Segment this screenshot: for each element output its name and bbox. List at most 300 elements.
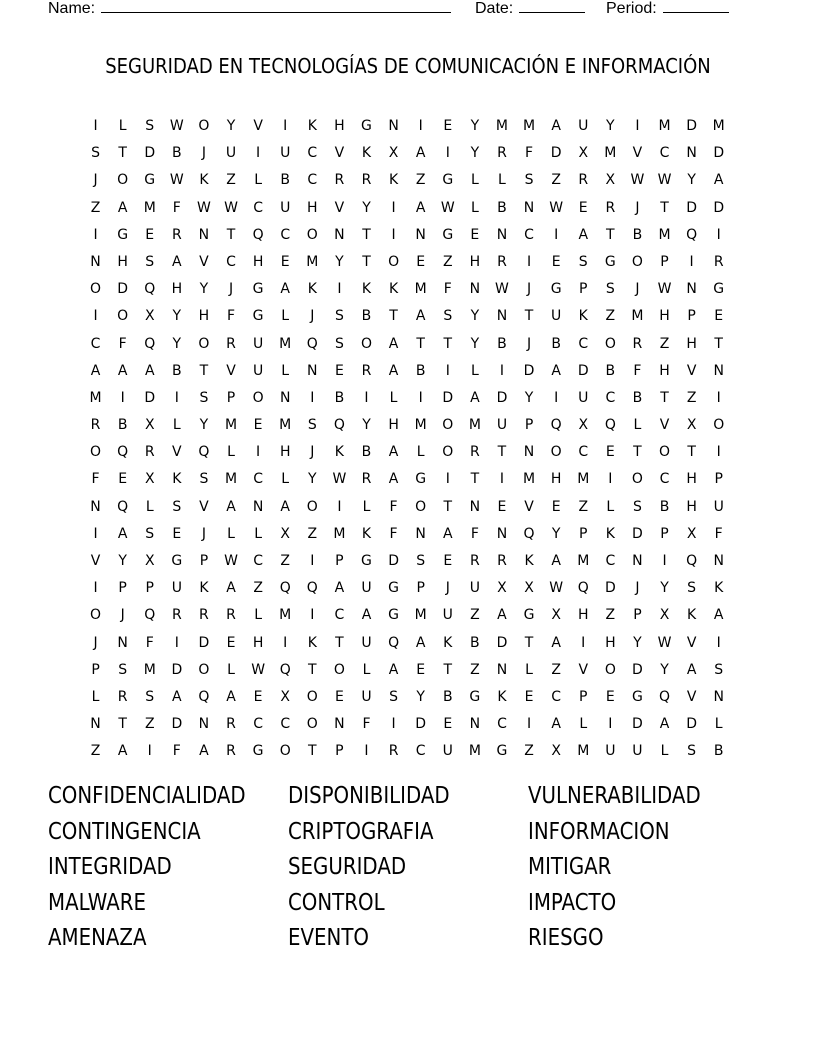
grid-letter[interactable]: Q: [279, 661, 291, 678]
grid-letter[interactable]: A: [117, 199, 128, 216]
grid-letter[interactable]: Q: [306, 580, 318, 597]
grid-letter[interactable]: F: [470, 525, 479, 542]
date-field[interactable]: [475, 0, 585, 19]
grid-letter[interactable]: I: [526, 716, 532, 733]
grid-letter[interactable]: T: [714, 335, 723, 352]
grid-letter[interactable]: B: [415, 362, 426, 379]
grid-letter[interactable]: Q: [198, 444, 210, 461]
grid-letter[interactable]: M: [495, 118, 508, 134]
grid-letter[interactable]: A: [172, 688, 182, 705]
grid-letter[interactable]: Z: [144, 716, 155, 733]
grid-letter[interactable]: O: [388, 253, 400, 270]
grid-letter[interactable]: M: [577, 471, 590, 488]
grid-letter[interactable]: Y: [633, 634, 642, 651]
grid-letter[interactable]: Z: [470, 607, 480, 624]
grid-letter[interactable]: G: [388, 607, 399, 624]
grid-letter[interactable]: A: [551, 634, 561, 651]
grid-letter[interactable]: I: [716, 444, 721, 461]
grid-letter[interactable]: D: [171, 661, 183, 678]
grid-letter[interactable]: B: [361, 308, 372, 325]
grid-letter[interactable]: T: [335, 634, 344, 651]
grid-letter[interactable]: Y: [308, 471, 317, 488]
name-blank-line[interactable]: [101, 0, 451, 13]
grid-letter[interactable]: U: [578, 118, 589, 134]
grid-letter[interactable]: Z: [307, 525, 318, 542]
grid-letter[interactable]: D: [523, 362, 535, 379]
grid-letter[interactable]: V: [524, 498, 534, 515]
grid-letter[interactable]: T: [687, 444, 696, 461]
grid-letter[interactable]: J: [445, 580, 450, 597]
grid-letter[interactable]: A: [199, 743, 209, 760]
grid-letter[interactable]: P: [579, 281, 588, 298]
grid-letter[interactable]: P: [524, 417, 534, 434]
grid-letter[interactable]: M: [712, 118, 725, 134]
grid-letter[interactable]: E: [416, 661, 426, 678]
grid-letter[interactable]: A: [659, 716, 670, 733]
grid-letter[interactable]: O: [631, 471, 643, 488]
grid-letter[interactable]: C: [415, 743, 426, 760]
grid-letter[interactable]: R: [497, 145, 507, 162]
grid-letter[interactable]: E: [443, 716, 453, 733]
grid-letter[interactable]: N: [523, 444, 535, 461]
grid-letter[interactable]: T: [226, 226, 236, 243]
grid-letter[interactable]: H: [388, 417, 399, 434]
grid-letter[interactable]: I: [608, 471, 613, 488]
grid-letter[interactable]: X: [144, 471, 155, 488]
grid-letter[interactable]: T: [118, 716, 127, 733]
grid-letter[interactable]: R: [171, 607, 182, 624]
grid-letter[interactable]: U: [551, 308, 562, 325]
grid-letter[interactable]: D: [171, 716, 183, 733]
grid-letter[interactable]: E: [253, 417, 263, 434]
grid-letter[interactable]: I: [364, 389, 369, 406]
grid-letter[interactable]: K: [443, 634, 453, 651]
grid-letter[interactable]: U: [469, 580, 480, 597]
grid-letter[interactable]: U: [280, 145, 291, 162]
grid-letter[interactable]: A: [578, 226, 589, 243]
grid-letter[interactable]: E: [145, 226, 155, 243]
grid-letter[interactable]: W: [440, 199, 455, 216]
grid-letter[interactable]: L: [606, 498, 615, 515]
grid-letter[interactable]: E: [172, 525, 182, 542]
grid-letter[interactable]: I: [445, 471, 450, 488]
grid-letter[interactable]: C: [605, 389, 616, 406]
grid-letter[interactable]: A: [226, 498, 236, 515]
grid-letter[interactable]: X: [551, 743, 561, 760]
grid-letter[interactable]: E: [443, 118, 453, 134]
grid-letter[interactable]: U: [578, 389, 589, 406]
grid-letter[interactable]: E: [578, 199, 588, 216]
grid-letter[interactable]: M: [577, 553, 590, 569]
grid-letter[interactable]: M: [577, 743, 590, 760]
grid-letter[interactable]: W: [332, 471, 347, 488]
grid-letter[interactable]: I: [310, 553, 315, 569]
grid-letter[interactable]: I: [391, 226, 396, 243]
grid-letter[interactable]: K: [714, 580, 724, 597]
grid-letter[interactable]: N: [713, 362, 724, 379]
grid-letter[interactable]: T: [524, 634, 534, 651]
grid-letter[interactable]: A: [551, 118, 561, 134]
grid-letter[interactable]: I: [93, 118, 98, 134]
grid-letter[interactable]: R: [605, 199, 616, 216]
grid-letter[interactable]: E: [334, 362, 344, 379]
grid-letter[interactable]: X: [686, 525, 697, 542]
grid-letter[interactable]: I: [526, 253, 532, 270]
grid-letter[interactable]: Y: [551, 525, 561, 542]
grid-letter[interactable]: R: [497, 553, 507, 569]
grid-letter[interactable]: E: [605, 688, 615, 705]
grid-letter[interactable]: Q: [306, 335, 318, 352]
grid-letter[interactable]: S: [578, 253, 588, 270]
grid-letter[interactable]: Q: [686, 226, 698, 243]
grid-letter[interactable]: T: [118, 145, 127, 162]
grid-letter[interactable]: G: [550, 281, 562, 298]
grid-letter[interactable]: D: [686, 118, 697, 134]
grid-letter[interactable]: P: [118, 580, 127, 597]
grid-letter[interactable]: C: [659, 471, 670, 488]
grid-letter[interactable]: Z: [415, 172, 426, 189]
grid-letter[interactable]: U: [361, 634, 372, 651]
grid-letter[interactable]: H: [686, 498, 697, 515]
grid-letter[interactable]: Z: [90, 743, 101, 760]
grid-letter[interactable]: Z: [470, 661, 480, 678]
grid-letter[interactable]: I: [662, 553, 667, 569]
grid-letter[interactable]: I: [93, 580, 98, 597]
grid-letter[interactable]: R: [497, 253, 507, 270]
grid-letter[interactable]: W: [495, 281, 509, 298]
grid-letter[interactable]: A: [117, 362, 128, 379]
grid-letter[interactable]: R: [90, 417, 101, 434]
grid-letter[interactable]: H: [659, 308, 670, 325]
grid-letter[interactable]: N: [496, 525, 508, 542]
grid-letter[interactable]: F: [714, 525, 723, 542]
grid-letter[interactable]: N: [198, 226, 210, 243]
grid-letter[interactable]: H: [550, 471, 562, 488]
grid-letter[interactable]: H: [252, 634, 264, 651]
grid-letter[interactable]: C: [578, 335, 589, 352]
grid-letter[interactable]: I: [310, 389, 315, 406]
grid-letter[interactable]: B: [117, 417, 128, 434]
grid-letter[interactable]: K: [388, 281, 399, 298]
grid-letter[interactable]: D: [632, 661, 643, 678]
grid-letter[interactable]: G: [523, 607, 535, 624]
grid-letter[interactable]: V: [659, 417, 670, 434]
grid-letter[interactable]: Q: [144, 335, 156, 352]
grid-letter[interactable]: N: [469, 716, 481, 733]
grid-letter[interactable]: A: [280, 498, 290, 515]
grid-letter[interactable]: N: [686, 281, 697, 298]
grid-letter[interactable]: I: [364, 743, 369, 760]
grid-letter[interactable]: O: [198, 118, 210, 134]
grid-letter[interactable]: M: [468, 743, 481, 760]
grid-letter[interactable]: R: [361, 471, 372, 488]
grid-letter[interactable]: R: [334, 172, 345, 189]
grid-letter[interactable]: V: [172, 444, 182, 461]
grid-letter[interactable]: K: [361, 145, 372, 162]
grid-letter[interactable]: M: [224, 417, 238, 434]
grid-letter[interactable]: L: [145, 498, 154, 515]
grid-letter[interactable]: V: [686, 688, 697, 705]
grid-letter[interactable]: L: [281, 362, 290, 379]
grid-letter[interactable]: O: [604, 661, 616, 678]
grid-letter[interactable]: C: [497, 716, 507, 733]
grid-letter[interactable]: A: [117, 743, 128, 760]
grid-letter[interactable]: X: [659, 607, 670, 624]
grid-letter[interactable]: L: [470, 172, 479, 189]
grid-letter[interactable]: R: [388, 743, 399, 760]
grid-letter[interactable]: K: [605, 525, 615, 542]
grid-letter[interactable]: S: [118, 661, 128, 678]
grid-letter[interactable]: D: [713, 199, 725, 216]
grid-letter[interactable]: R: [226, 335, 236, 352]
grid-letter[interactable]: I: [689, 253, 694, 270]
grid-letter[interactable]: T: [524, 308, 534, 325]
grid-letter[interactable]: V: [90, 553, 101, 569]
grid-letter[interactable]: R: [469, 444, 480, 461]
grid-letter[interactable]: L: [281, 308, 290, 325]
grid-letter[interactable]: O: [90, 444, 102, 461]
grid-letter[interactable]: A: [551, 362, 561, 379]
grid-letter[interactable]: F: [91, 471, 100, 488]
grid-letter[interactable]: Z: [659, 335, 670, 352]
grid-letter[interactable]: U: [496, 417, 508, 434]
grid-letter[interactable]: F: [389, 498, 398, 515]
grid-letter[interactable]: D: [632, 716, 643, 733]
grid-letter[interactable]: W: [630, 172, 645, 189]
grid-letter[interactable]: A: [713, 607, 724, 624]
grid-letter[interactable]: K: [307, 634, 317, 651]
grid-letter[interactable]: M: [306, 253, 319, 270]
grid-letter[interactable]: G: [631, 688, 643, 705]
grid-letter[interactable]: P: [335, 553, 344, 569]
grid-letter[interactable]: O: [306, 498, 318, 515]
grid-letter[interactable]: D: [577, 362, 589, 379]
grid-letter[interactable]: N: [496, 308, 508, 325]
grid-letter[interactable]: O: [550, 444, 562, 461]
grid-letter[interactable]: N: [469, 281, 481, 298]
grid-letter[interactable]: Q: [252, 226, 264, 243]
grid-letter[interactable]: R: [578, 172, 589, 189]
grid-letter[interactable]: N: [117, 634, 128, 651]
grid-letter[interactable]: J: [310, 308, 315, 325]
grid-letter[interactable]: N: [307, 362, 318, 379]
grid-letter[interactable]: S: [145, 525, 155, 542]
grid-letter[interactable]: O: [631, 253, 643, 270]
grid-letter[interactable]: A: [415, 308, 426, 325]
grid-letter[interactable]: C: [659, 145, 670, 162]
grid-letter[interactable]: B: [551, 335, 561, 352]
grid-letter[interactable]: F: [172, 743, 181, 760]
grid-letter[interactable]: T: [470, 471, 480, 488]
grid-letter[interactable]: Q: [117, 498, 129, 515]
grid-letter[interactable]: O: [659, 444, 671, 461]
grid-letter[interactable]: A: [334, 580, 345, 597]
grid-letter[interactable]: O: [306, 716, 318, 733]
grid-letter[interactable]: R: [361, 362, 372, 379]
grid-letter[interactable]: L: [714, 716, 723, 733]
grid-letter[interactable]: S: [714, 661, 724, 678]
grid-letter[interactable]: J: [201, 525, 206, 542]
grid-letter[interactable]: C: [551, 688, 562, 705]
grid-letter[interactable]: Y: [470, 118, 480, 134]
grid-letter[interactable]: I: [716, 389, 721, 406]
grid-letter[interactable]: N: [415, 525, 426, 542]
grid-letter[interactable]: W: [657, 634, 672, 651]
grid-letter[interactable]: G: [117, 226, 129, 243]
grid-letter[interactable]: O: [415, 498, 427, 515]
grid-letter[interactable]: T: [660, 199, 669, 216]
grid-letter[interactable]: I: [337, 281, 342, 298]
grid-letter[interactable]: W: [657, 172, 672, 189]
grid-letter[interactable]: O: [252, 389, 264, 406]
grid-letter[interactable]: G: [144, 172, 156, 189]
grid-letter[interactable]: S: [145, 253, 155, 270]
grid-letter[interactable]: N: [496, 661, 508, 678]
grid-letter[interactable]: V: [686, 362, 697, 379]
grid-letter[interactable]: E: [416, 253, 426, 270]
grid-letter[interactable]: A: [686, 661, 697, 678]
grid-letter[interactable]: M: [414, 607, 427, 624]
grid-letter[interactable]: S: [605, 281, 615, 298]
grid-letter[interactable]: A: [90, 362, 101, 379]
grid-letter[interactable]: F: [118, 335, 127, 352]
grid-letter[interactable]: I: [174, 634, 179, 651]
grid-letter[interactable]: I: [93, 226, 98, 243]
grid-letter[interactable]: L: [281, 471, 290, 488]
grid-letter[interactable]: Q: [388, 634, 400, 651]
grid-letter[interactable]: A: [415, 634, 426, 651]
grid-letter[interactable]: X: [144, 417, 155, 434]
grid-letter[interactable]: D: [686, 716, 697, 733]
grid-letter[interactable]: Y: [606, 118, 615, 134]
grid-letter[interactable]: M: [658, 118, 671, 134]
grid-letter[interactable]: G: [361, 118, 372, 134]
grid-letter[interactable]: A: [388, 444, 399, 461]
grid-letter[interactable]: G: [604, 253, 616, 270]
grid-letter[interactable]: Y: [335, 253, 344, 270]
grid-letter[interactable]: V: [334, 145, 345, 162]
grid-letter[interactable]: Q: [144, 607, 156, 624]
grid-letter[interactable]: T: [443, 335, 453, 352]
grid-letter[interactable]: M: [143, 661, 156, 678]
grid-letter[interactable]: O: [306, 226, 318, 243]
grid-letter[interactable]: M: [279, 417, 292, 434]
grid-letter[interactable]: L: [470, 199, 479, 216]
grid-letter[interactable]: T: [660, 389, 669, 406]
grid-letter[interactable]: K: [199, 580, 209, 597]
grid-letter[interactable]: N: [713, 553, 724, 569]
grid-letter[interactable]: X: [524, 580, 534, 597]
grid-letter[interactable]: P: [91, 661, 100, 678]
grid-letter[interactable]: U: [713, 498, 724, 515]
grid-letter[interactable]: W: [224, 553, 238, 569]
grid-letter[interactable]: A: [226, 688, 236, 705]
grid-letter[interactable]: A: [415, 199, 426, 216]
grid-letter[interactable]: Q: [117, 444, 129, 461]
grid-letter[interactable]: I: [445, 145, 450, 162]
grid-letter[interactable]: Y: [470, 308, 480, 325]
grid-letter[interactable]: E: [551, 498, 561, 515]
grid-letter[interactable]: K: [687, 607, 697, 624]
grid-letter[interactable]: A: [497, 607, 507, 624]
grid-letter[interactable]: G: [469, 688, 481, 705]
grid-letter[interactable]: U: [252, 335, 264, 352]
grid-letter[interactable]: D: [144, 145, 156, 162]
grid-letter[interactable]: O: [442, 444, 454, 461]
grid-letter[interactable]: L: [254, 607, 263, 624]
grid-letter[interactable]: B: [632, 389, 643, 406]
grid-letter[interactable]: W: [251, 661, 266, 678]
grid-letter[interactable]: C: [280, 226, 291, 243]
grid-letter[interactable]: K: [307, 281, 317, 298]
grid-letter[interactable]: D: [550, 145, 562, 162]
grid-letter[interactable]: C: [307, 145, 318, 162]
grid-letter[interactable]: S: [334, 308, 344, 325]
grid-letter[interactable]: N: [713, 688, 724, 705]
grid-letter[interactable]: S: [334, 335, 344, 352]
period-field[interactable]: [606, 0, 729, 19]
grid-letter[interactable]: C: [90, 335, 101, 352]
grid-letter[interactable]: D: [442, 389, 454, 406]
grid-letter[interactable]: X: [551, 607, 561, 624]
grid-letter[interactable]: H: [686, 335, 697, 352]
grid-letter[interactable]: E: [714, 308, 724, 325]
grid-letter[interactable]: I: [581, 634, 586, 651]
grid-letter[interactable]: R: [713, 253, 724, 270]
grid-letter[interactable]: H: [469, 253, 481, 270]
grid-letter[interactable]: A: [551, 553, 561, 569]
grid-letter[interactable]: S: [172, 498, 182, 515]
grid-letter[interactable]: A: [117, 525, 128, 542]
grid-letter[interactable]: L: [91, 688, 100, 705]
grid-letter[interactable]: F: [525, 145, 534, 162]
grid-letter[interactable]: P: [633, 607, 642, 624]
grid-letter[interactable]: J: [526, 335, 532, 352]
grid-letter[interactable]: L: [470, 362, 479, 379]
grid-letter[interactable]: C: [280, 716, 291, 733]
grid-letter[interactable]: I: [499, 471, 505, 488]
grid-letter[interactable]: I: [445, 362, 450, 379]
grid-letter[interactable]: U: [442, 607, 453, 624]
grid-letter[interactable]: T: [362, 253, 371, 270]
grid-letter[interactable]: O: [442, 417, 454, 434]
grid-letter[interactable]: Q: [577, 580, 589, 597]
grid-letter[interactable]: N: [334, 226, 345, 243]
grid-letter[interactable]: I: [147, 743, 152, 760]
grid-letter[interactable]: K: [578, 308, 588, 325]
grid-letter[interactable]: A: [551, 716, 561, 733]
grid-letter[interactable]: E: [605, 444, 615, 461]
grid-letter[interactable]: M: [523, 471, 536, 488]
grid-letter[interactable]: J: [93, 172, 98, 189]
grid-letter[interactable]: B: [172, 145, 182, 162]
grid-letter[interactable]: Z: [686, 389, 697, 406]
grid-letter[interactable]: X: [388, 145, 399, 162]
grid-letter[interactable]: I: [554, 389, 559, 406]
grid-letter[interactable]: I: [93, 525, 98, 542]
grid-letter[interactable]: N: [198, 716, 210, 733]
grid-letter[interactable]: I: [391, 199, 396, 216]
grid-letter[interactable]: C: [253, 553, 263, 569]
grid-letter[interactable]: D: [415, 716, 427, 733]
grid-letter[interactable]: R: [144, 444, 155, 461]
grid-letter[interactable]: Y: [660, 661, 669, 678]
grid-letter[interactable]: B: [497, 335, 507, 352]
grid-letter[interactable]: Q: [686, 553, 698, 569]
grid-letter[interactable]: H: [334, 118, 345, 134]
grid-letter[interactable]: C: [605, 553, 616, 569]
grid-letter[interactable]: S: [632, 498, 642, 515]
